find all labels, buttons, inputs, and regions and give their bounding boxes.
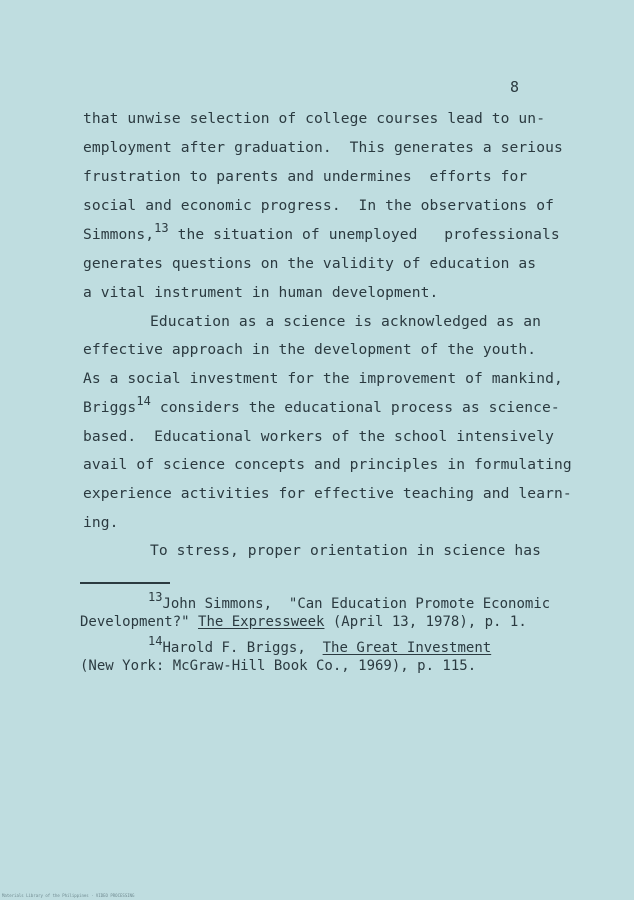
footnote-line [148,590,551,612]
text-line: experience activities for effective teaching and learn- [83,485,572,502]
archive-stamp: Materials Library of the Philippines · VIDEO PROCESSING [2,893,135,898]
text-line: that unwise selection of college courses lead to un- [83,110,546,127]
text-line: ing. [83,514,119,531]
text-line: Education as a science is acknowledged as an [150,313,541,330]
text-line: social and economic progress. In the observations of [83,197,554,214]
footnote-ref-14: 14 [136,394,151,408]
text-line: As a social investment for the improvement of mankind, [83,370,563,387]
footnote-line [80,614,527,630]
footnote-divider [80,582,170,584]
footnote-line: (New York: McGraw-Hill Book Co., 1969), p. 115. [80,658,477,674]
footnote-marker: 13 [148,590,163,604]
text-line: To stress, proper orientation in science has [150,542,541,559]
text-fragment: Simmons, [83,226,155,243]
text-line: frustration to parents and undermines efforts for [83,168,528,185]
text-fragment: Briggs [83,399,137,416]
citation-title: The Great Investment [322,640,492,656]
text-line: employment after graduation. This generates a serious [83,139,563,156]
text-fragment: considers the educational process as science- [150,399,560,416]
text-line: based. Educational workers of the school intensively [83,428,554,445]
text-fragment: (April 13, 1978), p. 1. [324,614,527,630]
text-line [83,394,560,416]
text-line: avail of science concepts and principles in formulating [83,456,572,473]
text-fragment: Harold F. Briggs, [162,640,323,656]
text-fragment: the situation of unemployed professionals [168,226,560,243]
footnote-line [148,634,492,656]
citation-title: The Expressweek [198,614,325,630]
text-line: generates questions on the validity of education as [83,255,537,272]
text-line: effective approach in the development of the youth. [83,341,537,358]
text-line [83,221,560,243]
footnote-marker: 14 [148,634,163,648]
text-line: a vital instrument in human development. [83,284,439,301]
text-fragment: John Simmons, "Can Education Promote Economic [162,596,551,612]
text-fragment: Development?" [80,614,199,630]
page-number: 8 [510,78,520,96]
footnote-ref-13: 13 [154,221,169,235]
